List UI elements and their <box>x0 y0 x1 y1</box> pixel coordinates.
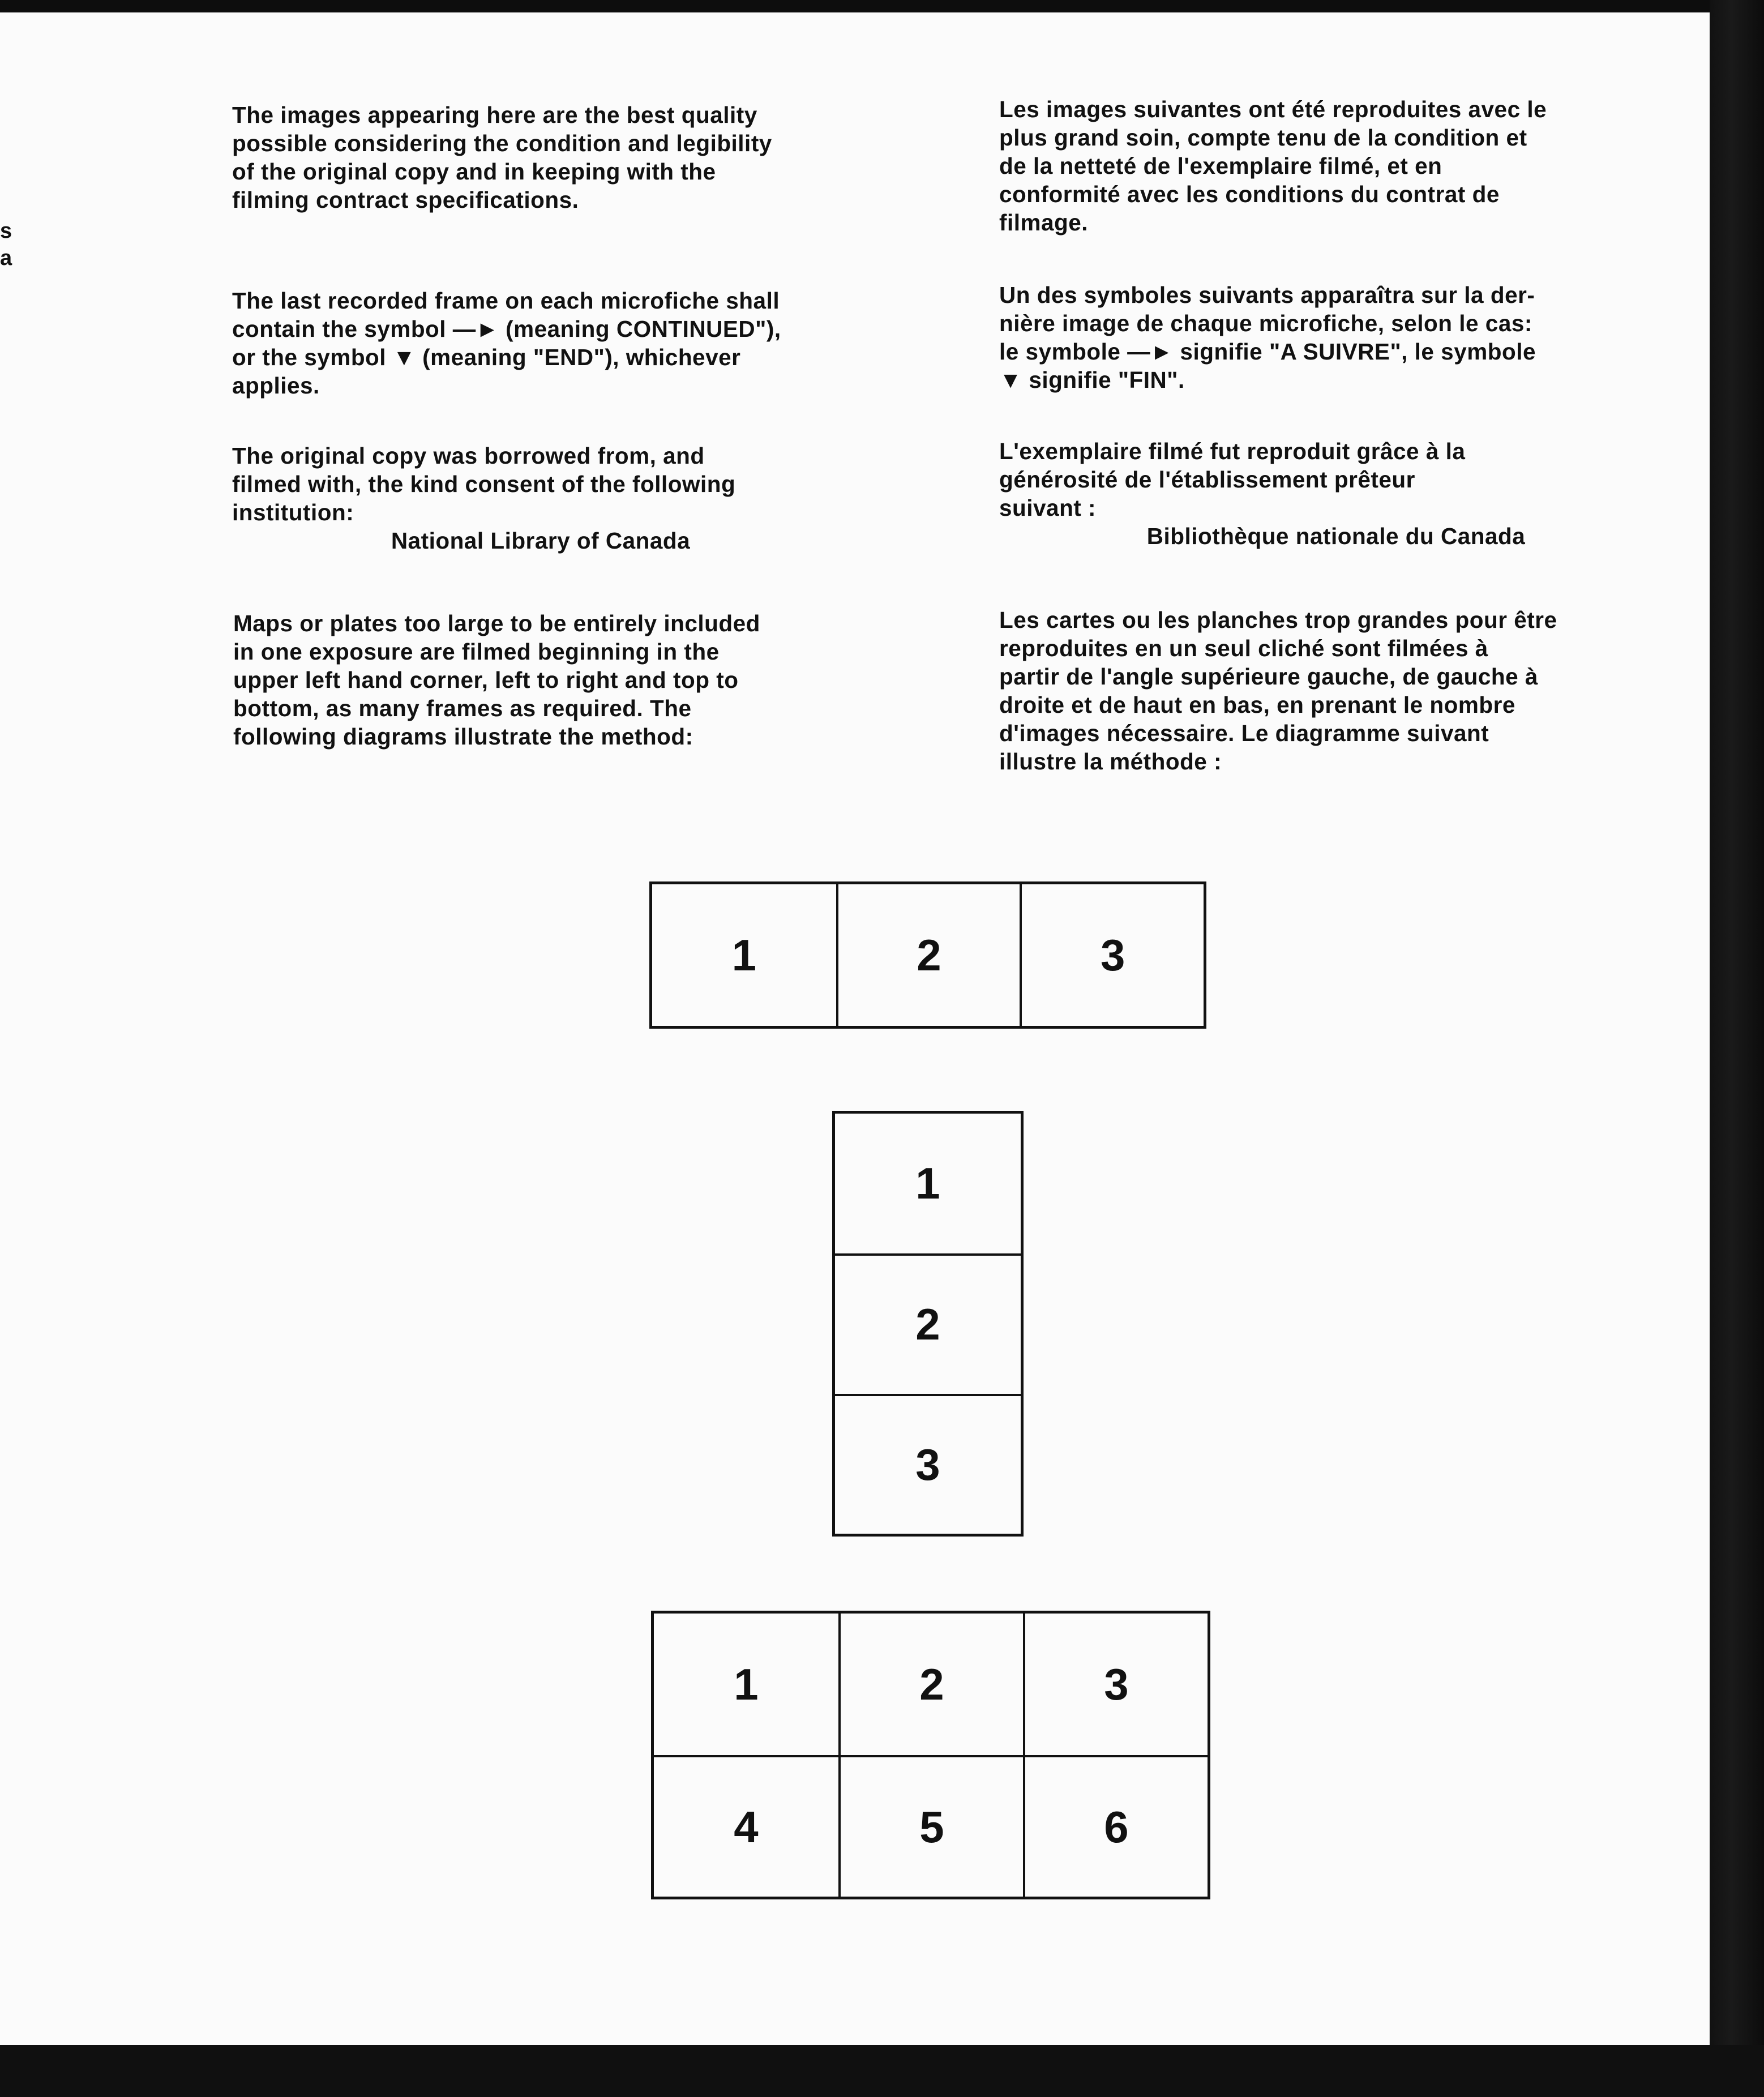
symbols-paragraph-en: The last recorded frame on each microfiche shall contain the symbol —► (meaning CONTINUED"), or the symbol ▼ (meaning "END"), whichever applies. <box>232 288 781 399</box>
film-border-bottom <box>0 2045 1764 2097</box>
frame-number: 1 <box>915 1158 940 1209</box>
diagram-horizontal-frames <box>649 881 1206 1029</box>
previous-page-edge-text: a <box>0 246 12 270</box>
institution-en: National Library of Canada <box>391 528 691 554</box>
french-column <box>999 281 1679 394</box>
diagram-grid-frames <box>651 1611 1210 1899</box>
english-column <box>232 442 877 555</box>
previous-page-edge-text: s <box>0 219 12 243</box>
english-column <box>233 609 879 751</box>
frame-number: 3 <box>835 1394 1021 1534</box>
frame-number: 2 <box>838 1614 1023 1755</box>
french-column <box>999 606 1679 776</box>
frame-number: 1 <box>734 1659 759 1709</box>
french-column <box>999 95 1679 237</box>
frame-number: 3 <box>1020 884 1204 1026</box>
frame-number: 3 <box>1023 1614 1208 1755</box>
maps-paragraph-en: Maps or plates too large to be entirely included in one exposure are filmed beginning in the upper left hand corner, left to right and top to bottom, as many frames as required. The following diagrams illustrate the method: <box>233 610 760 750</box>
diagram-vertical-frames <box>832 1111 1024 1537</box>
frame-number: 5 <box>838 1755 1023 1897</box>
english-column <box>232 286 877 400</box>
quality-paragraph-en: The images appearing here are the best quality possible considering the condition and legibility of the original copy and in keeping with the filming contract specifications. <box>232 102 772 213</box>
institution-fr: Bibliothèque nationale du Canada <box>1146 523 1526 549</box>
frame-number: 4 <box>654 1755 838 1897</box>
maps-paragraph-fr: Les cartes ou les planches trop grandes pour être reproduites en un seul cliché sont filmées à partir de l'angle supérieure gauche, de gauche à droite et de haut en bas, en prenant le nombre d'images nécessaire. Le diagramme suivant illustre la méthode : <box>999 607 1557 774</box>
quality-paragraph-fr: Les images suivantes ont été reproduites avec le plus grand soin, compte tenu de la condition et de la netteté de l'exemplaire filmé, et en conformité avec les conditions du contrat de filmage. <box>999 96 1547 236</box>
frame-number: 6 <box>1023 1755 1208 1897</box>
english-column <box>232 101 877 214</box>
frame-number: 2 <box>835 1253 1021 1393</box>
symbols-paragraph-fr: Un des symboles suivants apparaîtra sur la der- nière image de chaque microfiche, selon le cas: le symbole —► signifie "A SUIVRE", le symbole ▼ signifie "FIN". <box>999 282 1536 393</box>
borrowed-paragraph-en: The original copy was borrowed from, and filmed with, the kind consent of the following institution: <box>232 443 736 525</box>
french-column <box>999 437 1679 550</box>
frame-number: 2 <box>836 884 1020 1026</box>
frame-number: 1 <box>731 930 757 980</box>
borrowed-paragraph-fr: L'exemplaire filmé fut reproduit grâce à la générosité de l'établissement prêteur suivant : <box>999 438 1466 521</box>
film-border-right <box>1710 0 1764 2097</box>
